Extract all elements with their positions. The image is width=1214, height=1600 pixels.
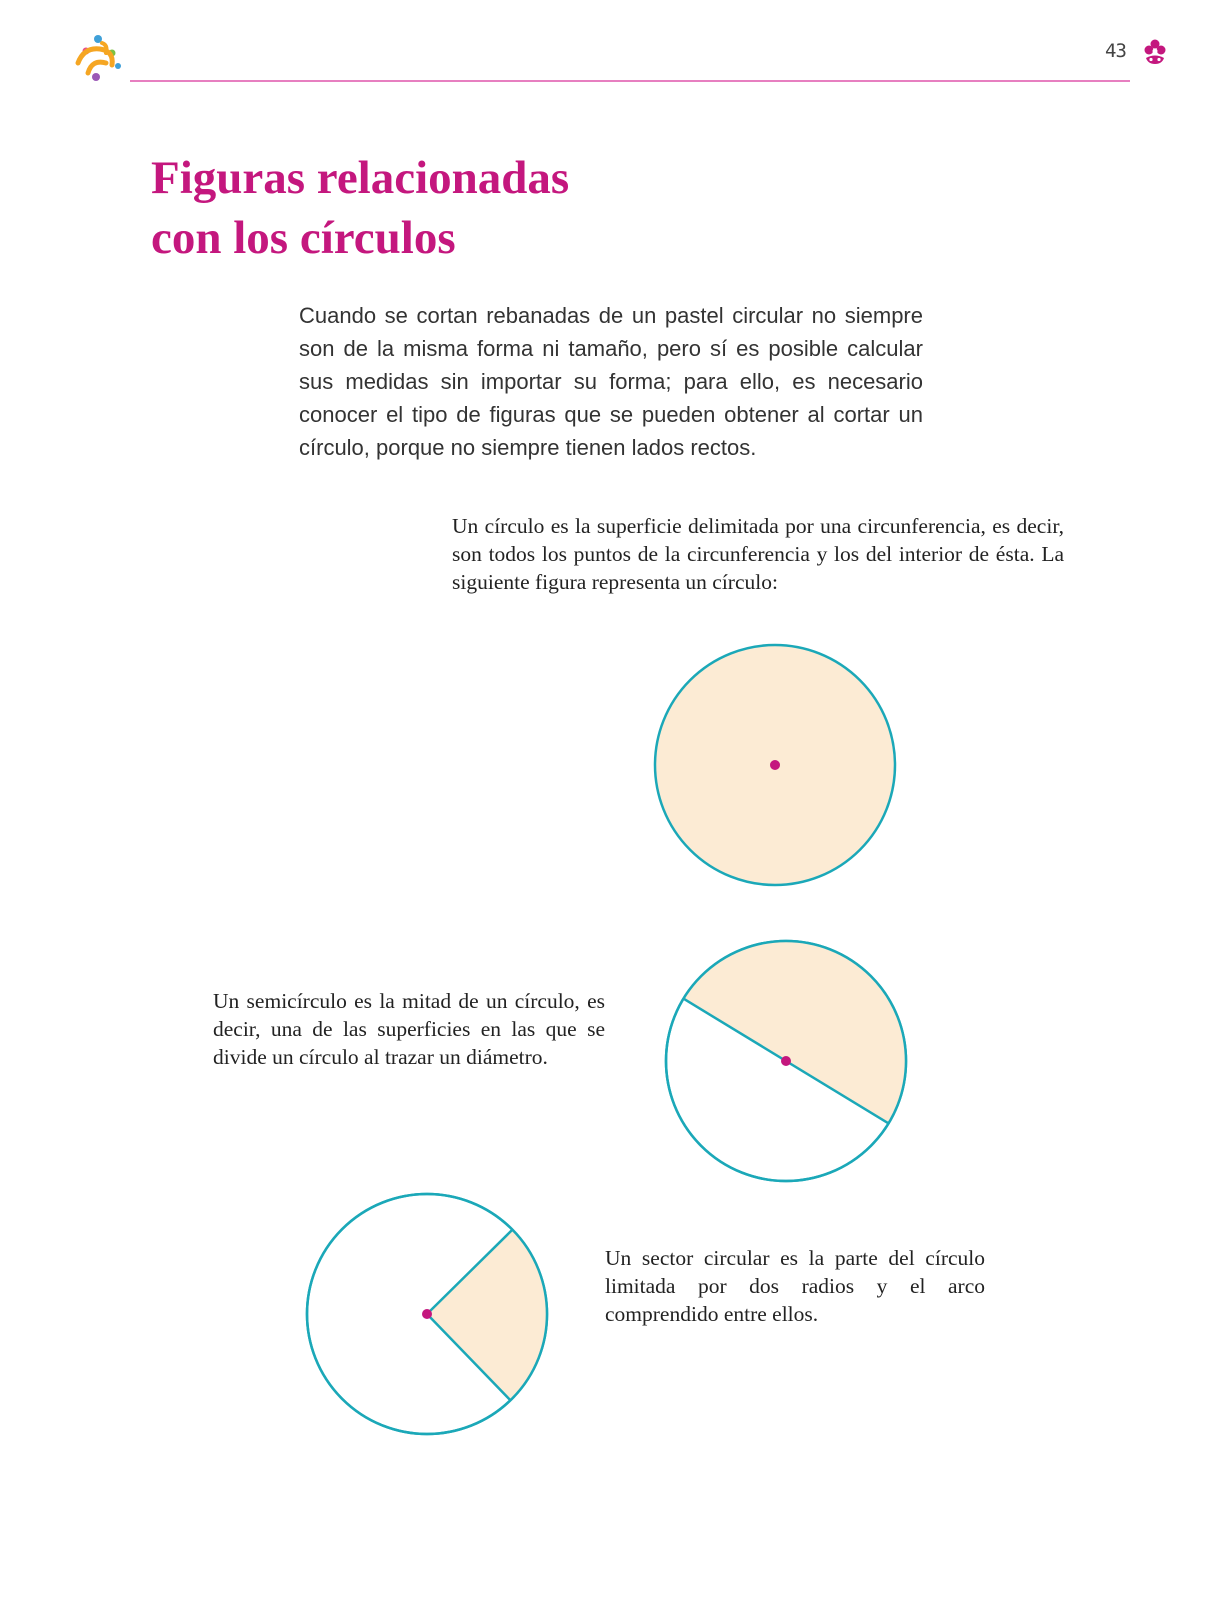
semicircle-center-point [781, 1056, 791, 1066]
sector-figure [302, 1189, 552, 1439]
semicircle-figure [661, 936, 911, 1186]
page-title [151, 148, 771, 268]
sector-definition: Un sector circular es la parte del círculo limitada por dos radios y el arco comprendido entre ellos. [605, 1246, 985, 1326]
circle-center-point [770, 760, 780, 770]
circle-figure [650, 640, 900, 890]
intro-paragraph: Cuando se cortan rebanadas de un pastel circular no siempre son de la misma forma ni tamaño, pero sí es posible calcular sus medidas sin importar su forma; para ello, es necesario conocer el tipo de figuras que se pueden obtener al cortar un círculo, porque no siempre tienen lados rectos. [299, 303, 923, 460]
flower-ornament-icon [1142, 38, 1168, 68]
title-line-2: con los círculos [151, 212, 456, 264]
title-line-1: Figuras relacionadas [151, 152, 570, 204]
circle-definition: Un círculo es la superficie delimitada por una circunferencia, es decir, son todos los puntos de la circunferencia y los del interior de ésta. La siguiente figura representa un círculo: [452, 514, 1064, 594]
sep-logo-icon [72, 33, 124, 85]
page-number: 43 [1105, 40, 1126, 62]
sector-center-point [422, 1309, 432, 1319]
header-rule [130, 80, 1130, 82]
semicircle-definition: Un semicírculo es la mitad de un círculo, es decir, una de las superficies en las que se divide un círculo al trazar un diámetro. [213, 989, 605, 1069]
